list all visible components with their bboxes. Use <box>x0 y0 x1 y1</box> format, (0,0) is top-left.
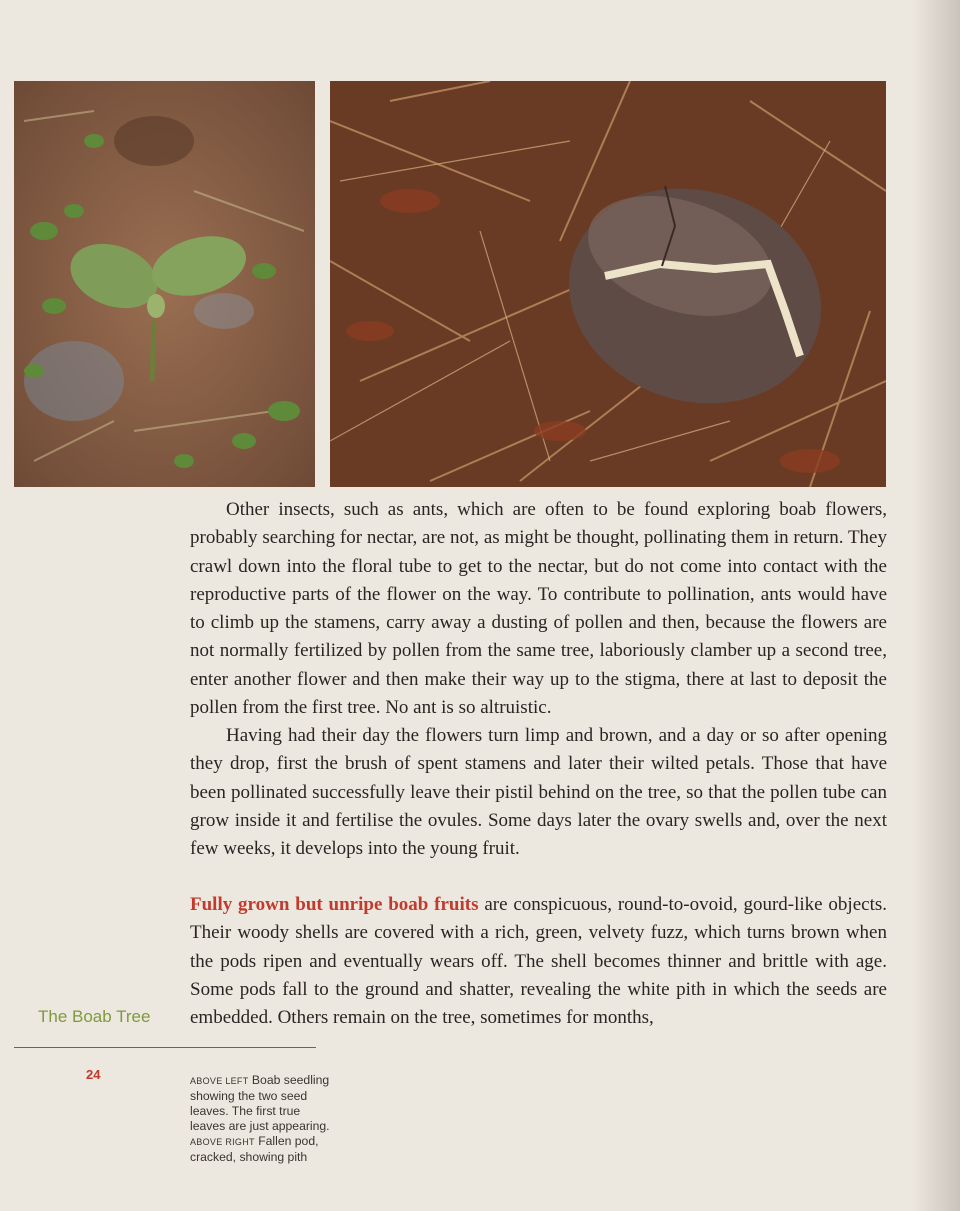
footer-rule <box>14 1047 316 1048</box>
photo-fallen-pod <box>330 81 886 487</box>
caption-text-left: Boab seedling showing the two seed leaves. The first true leaves are just appearing. <box>190 1073 330 1133</box>
photo-boab-seedling <box>14 81 315 487</box>
page-number: 24 <box>86 1067 101 1082</box>
caption-label-left: ABOVE LEFT <box>190 1076 249 1086</box>
running-head: The Boab Tree <box>38 1007 151 1026</box>
page-edge-shadow <box>912 0 960 1211</box>
body-paragraph-fruits <box>190 891 887 1032</box>
section-lead-heading: Fully grown but unripe boab fruits <box>190 894 479 915</box>
body-paragraph-ants: Other insects, such as ants, which are often to be found exploring boab flowers, probably searching for nectar, are not, as might be thought, pollinating them in return. They crawl down into the floral tube to get to the nectar, but do not come into contact with the reproductive parts of the flower on the way. To contribute to pollination, ants would have to climb up the stamens, carry away a dusting of pollen and then, because the flowers are not normally fertilized by pollen from the same tree, laboriously clamber up a second tree, enter another flower and then make their way up to the stigma, there at last to deposit the pollen from the first tree. No ant is so altruistic. <box>190 499 887 719</box>
body-paragraph-flowers: Having had their day the flowers turn limp and brown, and a day or so after opening they drop, first the brush of spent stamens and later their wilted petals. Those that have been pollinated successfully leave their pistil behind on the tree, so that the pollen tube can grow inside it and fertilise the ovules. Some days later the ovary swells and, over the next few weeks, it develops into the young fruit. <box>190 725 887 860</box>
body-paragraph-fruits-text: are conspicuous, round-to-ovoid, gourd-like objects. Their woody shells are covered with a rich, green, velvety fuzz, which turns brown when the pods ripen and eventually wears off. The shell becomes thinner and brittle with age. Some pods fall to the ground and shatter, revealing the white pith in which the seeds are embedded. Others remain on the tree, sometimes for months, <box>190 894 887 1029</box>
caption-text-right: Fallen pod, cracked, showing pith <box>190 1134 319 1164</box>
caption-label-right: ABOVE RIGHT <box>190 1137 255 1147</box>
photo-caption <box>190 1073 330 1165</box>
